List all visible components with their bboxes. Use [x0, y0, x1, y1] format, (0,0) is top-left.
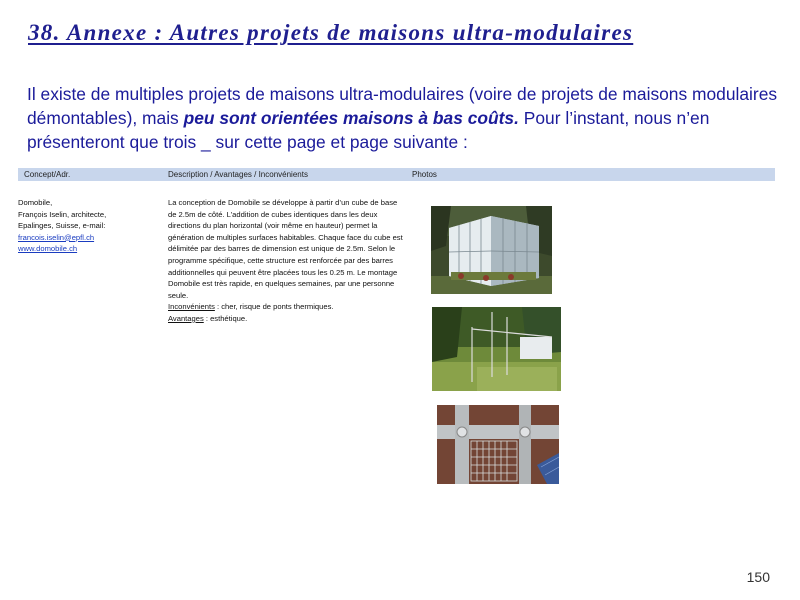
photo-glass-cube-house: [431, 206, 552, 294]
photo-metal-grid-detail: [437, 405, 559, 484]
concept-line: François Iselin, architecte,: [18, 209, 107, 219]
intro-text-1: Il existe de multiples projets de maisons ultra-modulaires (voire de projets de maisons modulaires démontables), mais: [27, 84, 778, 128]
slide-title: 38. Annexe : Autres projets de maisons ultra-modulaires: [28, 20, 634, 45]
concept-line: Epalinges, Suisse, e-mail:: [18, 221, 106, 230]
intro-emphasis: peu sont orientées maisons à bas coûts.: [183, 108, 519, 128]
inconvenients-text: : cher, risque de ponts thermiques.: [214, 302, 334, 312]
header-concept: Concept/Adr.: [24, 170, 71, 179]
page-number: 150: [746, 569, 770, 585]
email-link[interactable]: francois.iselin@epfl.ch: [18, 232, 95, 242]
concept-line: Domobile,: [18, 198, 53, 207]
photo-forest-structure: [432, 307, 561, 391]
header-photos: Photos: [412, 170, 437, 179]
description-cell: [168, 197, 406, 325]
inconvenients-label: Inconvénients: [168, 302, 215, 312]
avantages-text: : esthétique.: [203, 313, 248, 323]
header-description: Description / Avantages / Inconvénients: [168, 170, 308, 179]
table-header: [18, 168, 775, 181]
intro-paragraph: [27, 82, 792, 154]
description-text: La conception de Domobile se développe à partir d’un cube de base de 2.5m de côté. L’addition de cubes identiques dans les deux directions du plan horizontal (voir même en hauteur) permet la génération de multiples surfaces habitables. Chaque face du cube est délimitée par des barres de dimension est unique de 2.5m. Selon le programme spécifique, cette structure est renforcée par des barres additionnelles qui peuvent être placées tous les 0.25 m. Le montage Domobile est très rapide, en quelques semaines, par une personne seule.: [168, 198, 403, 300]
website-link[interactable]: www.domobile.ch: [18, 244, 78, 253]
concept-cell: [18, 197, 158, 255]
intro-text-2: Pour l’instant, nous n’en présenteront que trois _ sur cette page et page suivante :: [27, 108, 710, 152]
avantages-label: Avantages: [168, 313, 204, 323]
